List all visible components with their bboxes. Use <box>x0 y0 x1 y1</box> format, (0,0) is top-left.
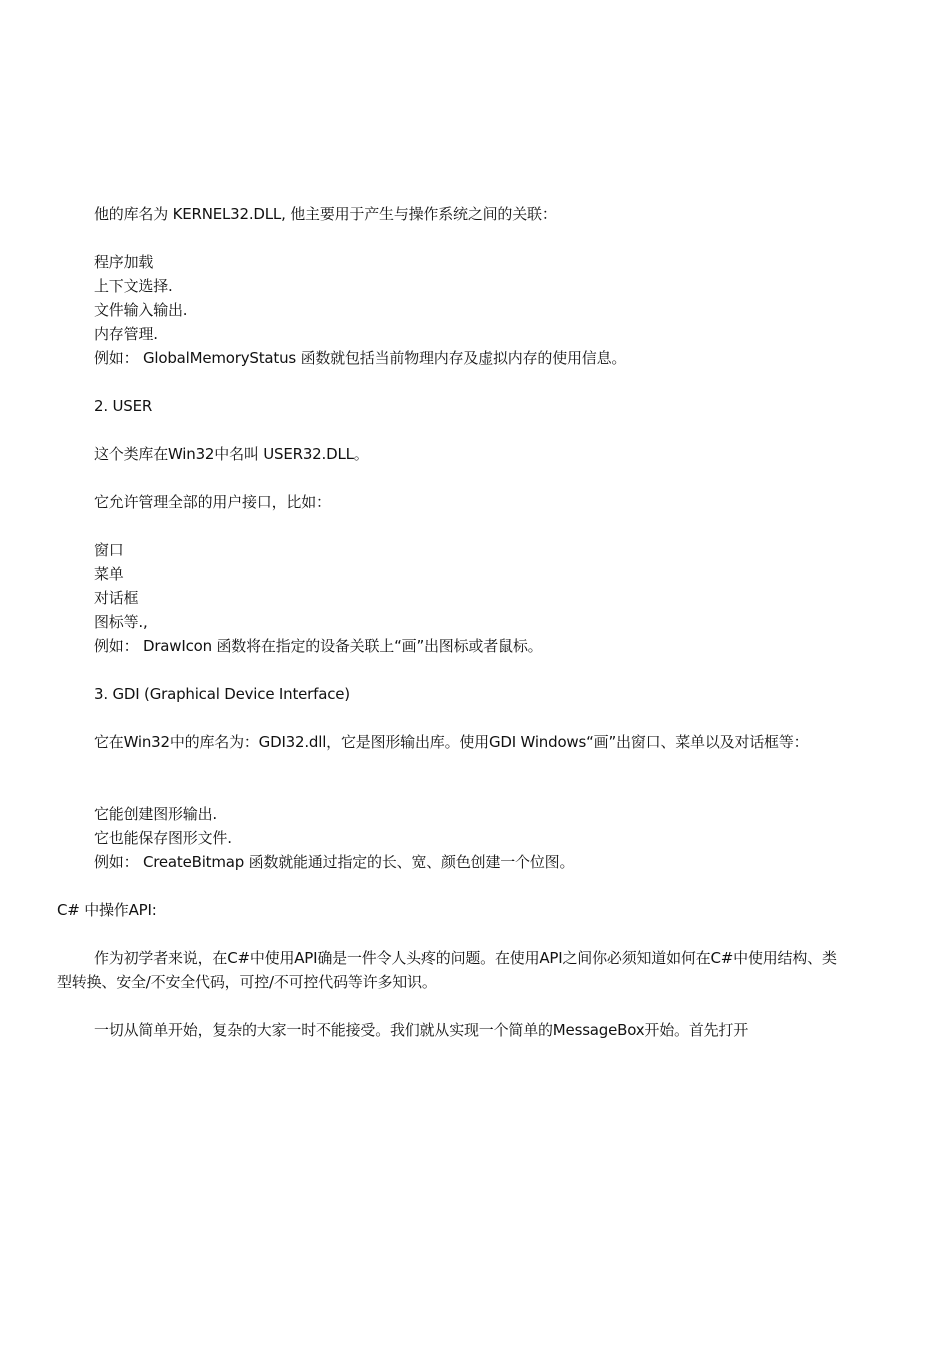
kernel-item-file-io: 文件输入输出. <box>94 301 188 319</box>
csharp-heading: C# 中操作API: <box>57 901 157 919</box>
user-item-icon: 图标等., <box>94 613 148 631</box>
gdi-example: 例如： CreateBitmap 函数就能通过指定的长、宽、颜色创建一个位图。 <box>94 853 575 871</box>
gdi-heading: 3. GDI (Graphical Device Interface) <box>94 685 350 703</box>
user-item-window: 窗口 <box>94 541 124 559</box>
kernel-item-memory-management: 内存管理. <box>94 325 158 343</box>
user-item-dialog: 对话框 <box>94 589 139 607</box>
gdi-item-create-output: 它能创建图形输出. <box>94 805 217 823</box>
user-heading: 2. USER <box>94 397 153 415</box>
user-example: 例如： DrawIcon 函数将在指定的设备关联上“画”出图标或者鼠标。 <box>94 637 543 655</box>
kernel-item-context-selection: 上下文选择. <box>94 277 173 295</box>
kernel-intro: 他的库名为 KERNEL32.DLL, 他主要用于产生与操作系统之间的关联： <box>94 205 557 223</box>
kernel-example: 例如： GlobalMemoryStatus 函数就包括当前物理内存及虚拟内存的使用信息。 <box>94 349 627 367</box>
user-description: 它允许管理全部的用户接口，比如： <box>94 493 331 511</box>
gdi-item-save-file: 它也能保存图形文件. <box>94 829 232 847</box>
kernel-item-program-loading: 程序加载 <box>94 253 154 271</box>
user-item-menu: 菜单 <box>94 565 124 583</box>
user-intro: 这个类库在Win32中名叫 USER32.DLL。 <box>94 445 369 463</box>
csharp-paragraph-1: 作为初学者来说，在C#中使用API确是一件令人头疼的问题。在使用API之间你必须知道如何在C#中使用结构、类型转换、安全/不安全代码，可控/不可控代码等许多知识。 <box>57 949 837 991</box>
csharp-paragraph-2: 一切从简单开始，复杂的大家一时不能接受。我们就从实现一个简单的MessageBox开始。首先打开 <box>94 1021 749 1039</box>
gdi-intro: 它在Win32中的库名为：GDI32.dll，它是图形输出库。使用GDI Windows“画”出窗口、菜单以及对话框等： <box>94 733 809 751</box>
